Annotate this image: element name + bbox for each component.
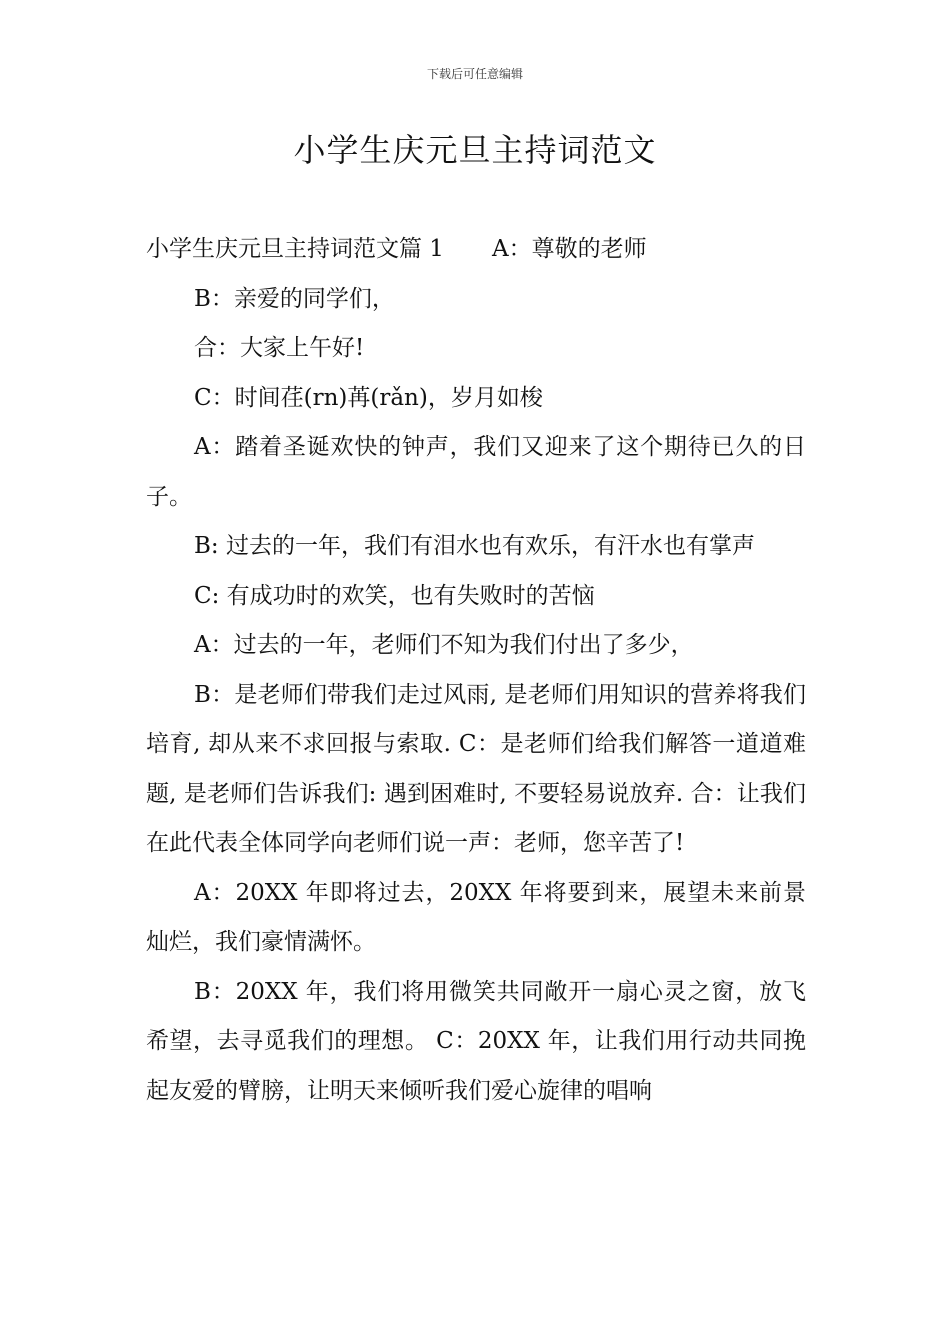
document-body [146, 225, 806, 1116]
paragraph-6: B: 过去的一年，我们有泪水也有欢乐，有汗水也有掌声 [194, 533, 755, 559]
paragraph-5: A：踏着圣诞欢快的钟声，我们又迎来了这个期待已久的日子。 [146, 434, 806, 510]
paragraph-7: C: 有成功时的欢笑，也有失败时的苦恼 [194, 582, 595, 609]
paragraph-11: B：20XX 年，我们将用微笑共同敞开一扇心灵之窗，放飞希望，去寻觅我们的理想。 C：20XX 年，让我们用行动共同挽起友爱的臂膀，让明天来倾听我们爱心旋律的唱响 [146, 978, 806, 1104]
paragraph-9: B：是老师们带我们走过风雨, 是老师们用知识的营养将我们培育, 却从来不求回报与索取. C：是老师们给我们解答一道道难题, 是老师们告诉我们: 遇到困难时, 不要轻易说放弃. 合：让我们在此代表全体同学向老师们说一声：老师，您辛苦了! [146, 681, 806, 856]
section-heading: 小学生庆元旦主持词范文篇 1 [146, 236, 444, 262]
paragraph-3: 合：大家上午好! [194, 335, 365, 361]
dialogue-line-a: A：尊敬的老师 [491, 236, 647, 262]
paragraph-1 [146, 225, 806, 275]
header-note: 下载后可任意编辑 [426, 67, 523, 81]
paragraph-2: B：亲爱的同学们， [194, 285, 395, 312]
paragraph-10: A：20XX 年即将过去，20XX 年将要到来，展望未来前景灿烂，我们豪情满怀。 [146, 879, 806, 955]
document-title: 小学生庆元旦主持词范文 [293, 131, 657, 169]
paragraph-4: C：时间荏(rn)苒(rǎn)，岁月如梭 [194, 384, 543, 411]
paragraph-8: A：过去的一年，老师们不知为我们付出了多少， [194, 632, 694, 658]
